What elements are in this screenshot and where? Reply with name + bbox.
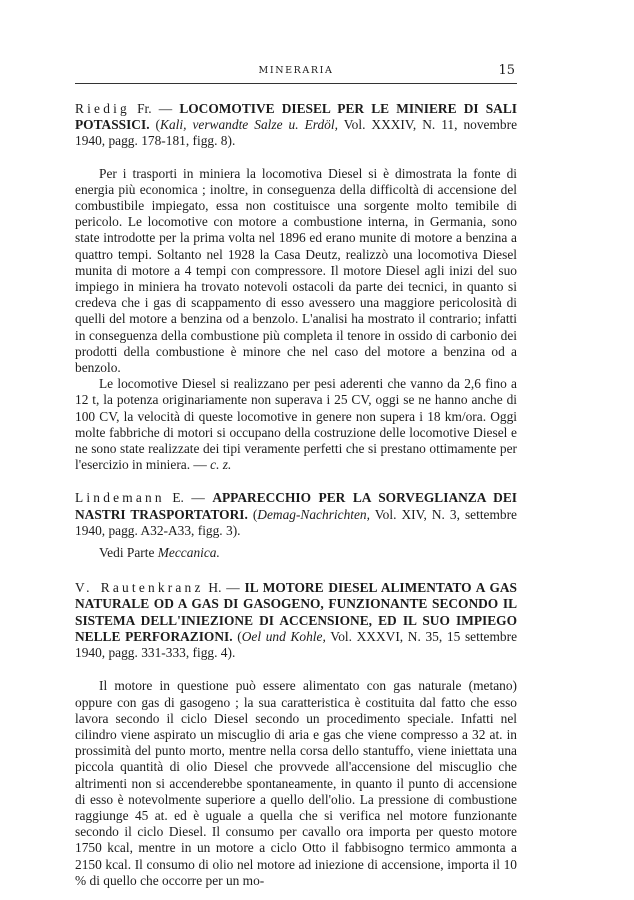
source-journal: Kali, verwandte Salze u. Erdöl, (160, 117, 338, 133)
abstract-entry (75, 101, 517, 473)
abstract-paragraph (75, 376, 517, 473)
page-body (75, 101, 517, 889)
author-surname: Riedig (75, 101, 130, 116)
entry-heading: Lindemann E. — APPARECCHIO PER LA SORVEGLIANZA DEI NASTRI TRASPORTATORI. (Demag-Nachrichten, Vol. XIV, N. 3, settembre 1940, pagg. A32-A33, figg. 3). (75, 490, 517, 538)
author-initial: E. — (164, 490, 213, 506)
running-header (75, 63, 517, 84)
author-surname: Lindemann (75, 490, 165, 506)
abstract-entry (75, 490, 517, 561)
author-initial: H. — (203, 580, 245, 596)
author-initial: Fr. — (129, 101, 180, 116)
source-details: Vol. XXXIV, N. 11, novembre 1940, pagg. 178-181, figg. 8). (75, 117, 518, 149)
cross-reference (99, 545, 517, 561)
abstract-paragraph: Il motore in questione può essere alimentato con gas naturale (metano) oppure con gas di gasogeno ; la sua caratteristica è costituita dal fatto che esso lavora secondo il ciclo Diesel secondo un procedimento speciale. Infatti nel cilindro viene aspirato un miscuglio di aria e gas che viene compresso a 32 at. in prossimità del punto morto, mentre nella corsa dello stantuffo, viene iniettata una piccola quantità di olio Diesel che provvede all'accensione del miscuglio che altrimenti non si accenderebbe spontaneamente, in quanto il punto di accensione di esso è notevolmente superiore a quello dell'olio. La pressione di combustione raggiunge 45 at. ed è uguale a quella che si verifica nel motore funzionante secondo il ciclo Diesel. Il consumo per cavallo ora importa per questo motore 1750 kcal, mentre in un motore a ciclo Otto il fabbisogno termico ammonta a 2150 kcal. Il consumo di olio nel motore ad iniezione di accensione, importa il 10 % di quello che occorre per un mo- (75, 678, 517, 888)
paragraph-text: Le locomotive Diesel si realizzano per pesi aderenti che vanno da 2,6 fino a 12 t, la potenza originariamente non superava i 25 CV, oggi se ne hanno anche di 100 CV, la velocità di queste locomotive in genere non supera i 18 km/ora. Oggi molte fabbriche di motori si occupano della costruzione delle locomotive Diesel e ne sono state realizzate dei tipi veramente perfetti che si prestano ottimamente per l'esercizio in miniera. — (75, 376, 517, 473)
article-title: IL MOTORE DIESEL ALIMENTATO A GAS NATURALE OD A GAS DI GASOGENO, FUNZIONANTE SECONDO IL SISTEMA DELL'INIEZIONE DI ACCENSIONE, ED IL SUO IMPIEGO NELLE PERFORAZIONI. (75, 580, 517, 644)
abstract-paragraph: Per i trasporti in miniera la locomotiva Diesel si è dimostrata la fonte di energia più economica ; inoltre, in conseguenza della difficoltà di accensione del combustibile impiegato, essa non costituisce una sorgente molto temibile di pericolo. Le locomotive con motore a combustione interna, in Germania, sono state introdotte per la prima volta nel 1896 ed erano munite di motore a benzina a quattro tempi. Soltanto nel 1928 la Casa Deutz, realizzò una locomotiva Diesel munita di motore a 4 tempi con compressore. Il motore Diesel agli inizi del suo impiego in miniera ha trovato notevoli ostacoli da parte dei tecnici, in quanto si credeva che i gas di scappamento di esso avessero una maggiore pericolosità di quelli del motore a benzina od a benzolo. L'analisi ha mostrato il contrario; infatti in conseguenza della combustione più completa il tenore in ossido di carbonio dei prodotti della combustione è minore che nel caso del motore a benzina od a benzolo. (75, 165, 517, 376)
article-title: APPARECCHIO PER LA SORVEGLIANZA DEI NASTRI TRASPORTATORI. (75, 490, 517, 522)
cross-reference-section: Meccanica. (157, 545, 220, 561)
source-details: Vol. XIV, N. 3, settembre 1940, pagg. A32-A33, figg. 3). (75, 506, 517, 538)
source-journal: Demag-Nachrichten, (257, 506, 370, 522)
article-title: LOCOMOTIVE DIESEL PER LE MINIERE DI SALI POTASSICI. (75, 101, 517, 133)
abstract-entry (75, 580, 517, 889)
cross-reference-prefix: Vedi Parte (99, 545, 158, 561)
entry-heading: V. Rautenkranz H. — IL MOTORE DIESEL ALIMENTATO A GAS NATURALE OD A GAS DI GASOGENO, FUNZIONANTE SECONDO IL SISTEMA DELL'INIEZIONE DI ACCENSIONE, ED IL SUO IMPIEGO NELLE PERFORAZIONI. (Oel und Kohle, Vol. XXXVI, N. 35, 15 settembre 1940, pagg. 331-333, figg. 4). (75, 580, 518, 661)
source-details: Vol. XXXVI, N. 35, 15 settembre 1940, pagg. 331-333, figg. 4). (75, 628, 518, 661)
section-title: MINERARIA (258, 65, 334, 76)
author-surname: V. Rautenkranz (75, 580, 204, 596)
source-journal: Oel und Kohle, (241, 628, 326, 644)
abstractor-initials: c. z. (210, 457, 232, 473)
entry-heading: Riedig Fr. — LOCOMOTIVE DIESEL PER LE MINIERE DI SALI POTASSICI. (Kali, verwandte Salze u. Erdöl, Vol. XXXIV, N. 11, novembre 1940, pagg. 178-181, figg. 8). (75, 101, 518, 149)
page-number: 15 (498, 63, 515, 78)
